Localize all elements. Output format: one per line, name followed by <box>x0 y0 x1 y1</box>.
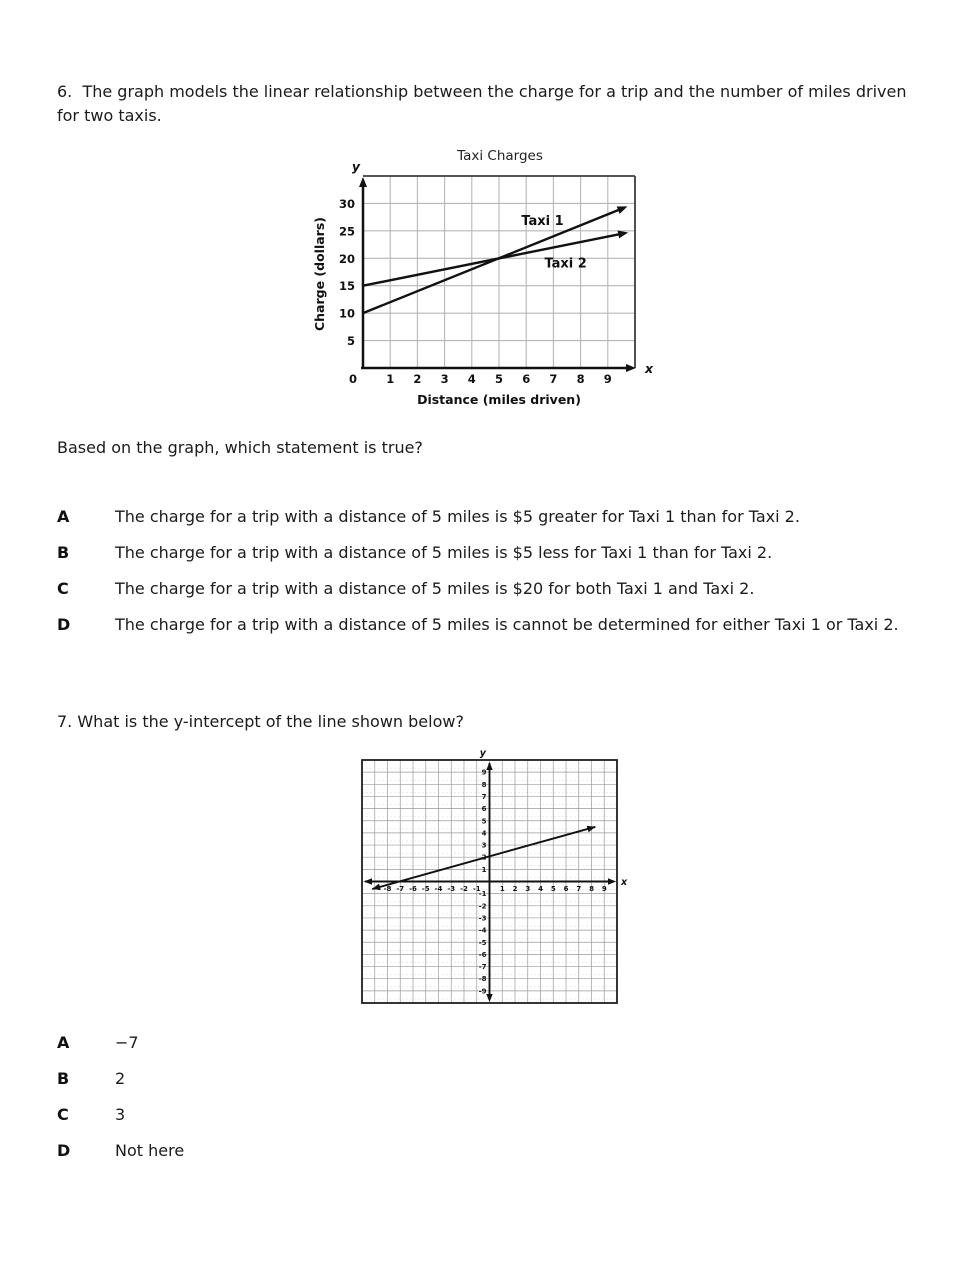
question7-choices <box>57 1032 950 1176</box>
x-tick-label: -2 <box>460 885 468 893</box>
x-axis-title: Distance (miles driven) <box>417 392 581 407</box>
y-axis-letter: y <box>351 159 361 174</box>
y-tick-label: 5 <box>481 817 487 826</box>
choice-letter: D <box>57 1141 71 1160</box>
x-tick-label: 7 <box>549 372 558 386</box>
x-tick-label: -5 <box>421 885 430 893</box>
y-tick-label: -5 <box>478 938 487 947</box>
x-tick-label: 1 <box>499 885 505 893</box>
choice-text: The charge for a trip with a distance of 5 miles is $5 less for Taxi 1 than for Taxi 2. <box>115 543 773 562</box>
choice-letter: B <box>57 1069 70 1088</box>
x-tick-label: 5 <box>494 372 504 386</box>
choice-6a <box>57 506 950 528</box>
question6-choices <box>57 506 950 650</box>
choice-7b <box>57 1068 950 1090</box>
y-tick-label: 10 <box>338 306 355 321</box>
choice-7d <box>57 1140 950 1162</box>
x-tick-label: 8 <box>589 885 594 893</box>
x-tick-label: 3 <box>525 885 531 893</box>
x-tick-label: 8 <box>576 372 585 386</box>
taxi-chart-svg <box>312 143 664 415</box>
y-tick-label: -8 <box>478 975 487 984</box>
x-tick-label: -8 <box>383 885 392 893</box>
x-tick-label: 3 <box>440 372 449 386</box>
x-axis-right-arrowhead <box>608 878 616 884</box>
y-tick-label: -3 <box>478 914 487 923</box>
y-intercept-grid-chart <box>352 740 642 1015</box>
choice-7c <box>57 1104 950 1126</box>
y-tick-label: 4 <box>481 829 487 838</box>
y-axis-letter: y <box>479 748 486 759</box>
y-tick-label: 7 <box>481 792 487 801</box>
x-axis-left-arrowhead <box>364 878 372 884</box>
choice-letter: C <box>57 1105 69 1124</box>
x-tick-label: 4 <box>467 372 476 386</box>
choice-letter: C <box>57 579 69 598</box>
taxi-1-label: Taxi 1 <box>521 213 564 229</box>
y-tick-label: 15 <box>338 279 355 294</box>
x-axis-letter: x <box>621 877 628 888</box>
x-tick-label: 6 <box>522 372 531 386</box>
choice-6c <box>57 578 950 600</box>
question6-prompt: Based on the graph, which statement is true? <box>57 438 423 457</box>
x-tick-label: 9 <box>603 372 612 386</box>
choice-6d <box>57 614 950 636</box>
x-tick-label: -4 <box>434 885 443 893</box>
y-axis-up-arrowhead <box>486 762 492 770</box>
y-tick-label: -4 <box>478 926 487 935</box>
x-tick-label: 5 <box>550 885 556 893</box>
choice-text: Not here <box>115 1141 185 1160</box>
x-tick-label: -3 <box>447 885 456 893</box>
choice-6b <box>57 542 950 564</box>
question6-text: 6. The graph models the linear relationship between the charge for a trip and the number of miles driven for two taxis. <box>57 82 912 125</box>
y-tick-label: 20 <box>338 251 355 266</box>
y-tick-label: 5 <box>346 334 355 349</box>
y-tick-label: 8 <box>481 780 487 789</box>
y-tick-label: 30 <box>338 196 355 211</box>
x-tick-label: 2 <box>512 885 518 893</box>
choice-text: The charge for a trip with a distance of 5 miles is $5 greater for Taxi 1 than for Taxi 2. <box>115 507 800 526</box>
choice-text: 3 <box>115 1105 126 1124</box>
x-tick-label: 7 <box>576 885 582 893</box>
y-tick-label: -2 <box>478 902 487 911</box>
choice-text: The charge for a trip with a distance of 5 miles is cannot be determined for either Taxi 1 or Taxi 2. <box>115 615 899 634</box>
choice-text: 2 <box>115 1069 126 1088</box>
y-tick-label: 9 <box>481 768 487 777</box>
x-tick-label: -6 <box>409 885 417 893</box>
x-tick-label: 6 <box>563 885 569 893</box>
y-axis-down-arrowhead <box>486 994 492 1002</box>
x-tick-label: 1 <box>386 372 395 386</box>
x-tick-label: -7 <box>396 885 405 893</box>
y-tick-label: 1 <box>481 865 487 874</box>
y-tick-label: 6 <box>481 805 487 814</box>
choice-letter: A <box>57 507 70 526</box>
y-tick-label: -7 <box>478 963 487 972</box>
line-left-arrowhead <box>372 884 381 891</box>
y-tick-label: 3 <box>481 841 487 850</box>
x-tick-label: 9 <box>601 885 607 893</box>
x-tick-label: 2 <box>413 372 422 386</box>
chart-title: Taxi Charges <box>457 148 543 164</box>
taxi-charges-chart <box>312 143 664 415</box>
choice-text: −7 <box>115 1033 139 1052</box>
x-axis-letter: x <box>645 361 654 376</box>
taxi-1-arrowhead <box>617 206 628 213</box>
y-tick-label: -6 <box>478 950 487 959</box>
choice-letter: B <box>57 543 70 562</box>
grid-chart-svg <box>352 740 642 1015</box>
y-tick-label: 25 <box>338 224 355 239</box>
y-axis-title: Charge (dollars) <box>312 216 327 332</box>
x-tick-label: 4 <box>538 885 543 893</box>
taxi-2-label: Taxi 2 <box>544 256 587 272</box>
choice-7a <box>57 1032 950 1054</box>
question7-text: 7. What is the y-intercept of the line shown below? <box>57 712 464 731</box>
choice-letter: D <box>57 615 71 634</box>
x-tick-label: -1 <box>472 885 481 893</box>
y-axis-arrowhead <box>359 177 367 187</box>
x-tick-label: 0 <box>348 372 358 386</box>
taxi-2-arrowhead <box>618 231 629 239</box>
y-tick-label: -9 <box>478 987 487 996</box>
choice-text: The charge for a trip with a distance of 5 miles is $20 for both Taxi 1 and Taxi 2. <box>115 579 755 598</box>
choice-letter: A <box>57 1033 70 1052</box>
y-tick-label: -1 <box>478 890 487 899</box>
